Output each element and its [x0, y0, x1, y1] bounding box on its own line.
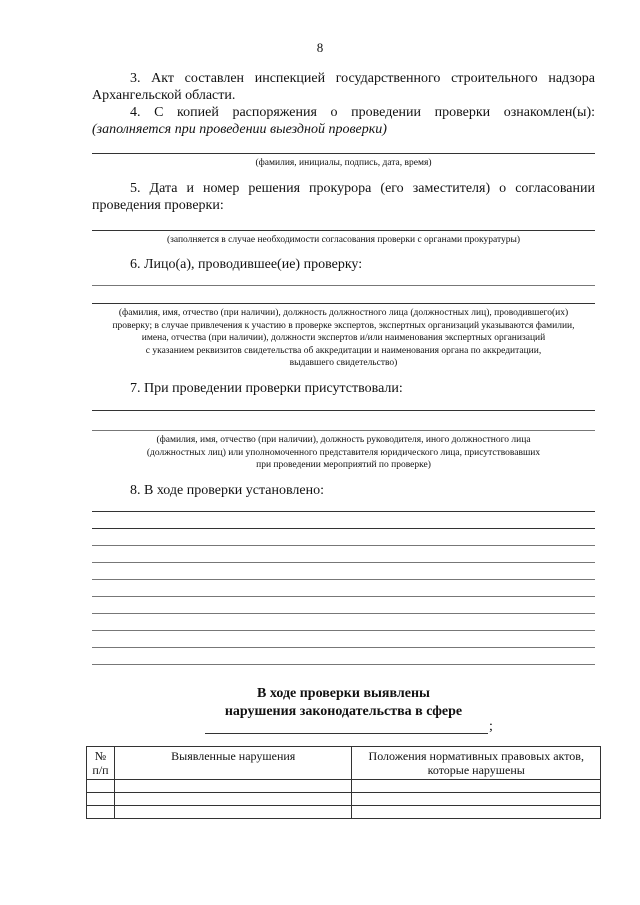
item-7-caption — [92, 434, 595, 472]
item-4-note: (заполняется при проведении выездной проверки) — [92, 122, 387, 137]
table-cell[interactable] — [114, 806, 352, 819]
item-8-fill-line[interactable] — [92, 630, 595, 631]
item-3-paragraph — [92, 70, 595, 104]
item-4-caption: (фамилия, инициалы, подпись, дата, время) — [255, 158, 432, 168]
item-6-text: 6. Лицо(а), проводившее(ие) проверку: — [130, 257, 363, 272]
violations-sphere-fill-line[interactable] — [205, 733, 488, 734]
item-8-fill-line[interactable] — [92, 596, 595, 597]
table-cell[interactable] — [87, 780, 115, 793]
table-cell[interactable] — [352, 780, 601, 793]
col-header-violations: Выявленные нарушения — [114, 747, 352, 780]
violations-heading-line-2: нарушения законодательства в сфере — [224, 704, 463, 719]
item-8-fill-line[interactable] — [92, 647, 595, 648]
item-8-fill-line[interactable] — [92, 664, 595, 665]
table-cell[interactable] — [114, 793, 352, 806]
item-7-fill-line-1[interactable] — [92, 410, 595, 411]
item-6-caption-line: выдавшего свидетельство) — [289, 358, 398, 368]
item-7-caption-line: (фамилия, имя, отчество (при наличии), должность руководителя, иного должностного лица — [156, 435, 531, 445]
item-8-fill-line[interactable] — [92, 613, 595, 614]
item-7-paragraph — [92, 380, 595, 397]
table-row — [87, 793, 601, 806]
violations-heading-tail: ; — [489, 719, 493, 734]
table-row — [87, 806, 601, 819]
item-8-fill-line[interactable] — [92, 562, 595, 563]
item-8-text: 8. В ходе проверки установлено: — [130, 483, 324, 498]
table-cell[interactable] — [114, 780, 352, 793]
item-7-caption-line: (должностных лиц) или уполномоченного представителя юридического лица, присутствовавших — [146, 447, 541, 458]
item-5-text: 5. Дата и номер решения прокурора (его заместителя) о согласовании проведения проверки: — [92, 181, 595, 213]
col-header-legal-provisions: Положения нормативных правовых актов, которые нарушены — [352, 747, 601, 780]
table-cell[interactable] — [352, 793, 601, 806]
violations-heading-line-1: В ходе проверки выявлены — [257, 686, 430, 701]
item-6-fill-line-2[interactable] — [92, 303, 595, 304]
item-8-fill-line[interactable] — [92, 545, 595, 546]
item-4-signature-line[interactable] — [92, 153, 595, 154]
item-8-fill-line[interactable] — [92, 511, 595, 512]
table-cell[interactable] — [87, 806, 115, 819]
item-7-fill-line-2[interactable] — [92, 430, 595, 431]
item-7-caption-line: при проведении мероприятий по проверке) — [256, 460, 431, 470]
table-cell[interactable] — [87, 793, 115, 806]
item-6-caption-line: (фамилия, имя, отчество (при наличии), должность должностного лица (должностных лиц), проводившего(их) — [118, 308, 569, 318]
item-6-caption-line: проверку; в случае привлечения к участию в проверке экспертов, экспертных организаций указываются фамилии, — [112, 320, 575, 331]
item-8-fill-line[interactable] — [92, 579, 595, 580]
item-8-paragraph — [92, 482, 595, 499]
item-6-caption — [92, 307, 595, 370]
item-5-caption: (заполняется в случае необходимости согласования проверки с органами прокуратуры) — [166, 235, 521, 245]
table-row — [87, 780, 601, 793]
item-7-text: 7. При проведении проверки присутствовали: — [130, 381, 403, 396]
item-6-caption-line: с указанием реквизитов свидетельства об аккредитации и наименования органа по аккредитации, — [145, 345, 542, 356]
item-6-paragraph — [92, 256, 595, 273]
col-header-number: № п/п — [87, 747, 115, 780]
item-5-paragraph — [92, 180, 595, 214]
table-header-row — [87, 747, 601, 780]
table-cell[interactable] — [352, 806, 601, 819]
item-4-paragraph — [92, 104, 595, 138]
violations-table — [86, 746, 601, 819]
item-6-caption-line: имена, отчества (при наличии), должности экспертов и/или наименования экспертных организаций — [141, 333, 546, 343]
page-number: 8 — [316, 40, 324, 55]
item-6-fill-line-1[interactable] — [92, 285, 595, 286]
item-3-text: 3. Акт составлен инспекцией государственного строительного надзора Архангельской области. — [92, 71, 595, 103]
item-8-fill-line[interactable] — [92, 528, 595, 529]
item-5-fill-line[interactable] — [92, 230, 595, 231]
item-4-text: 4. С копией распоряжения о проведении проверки ознакомлен(ы): — [130, 105, 595, 120]
